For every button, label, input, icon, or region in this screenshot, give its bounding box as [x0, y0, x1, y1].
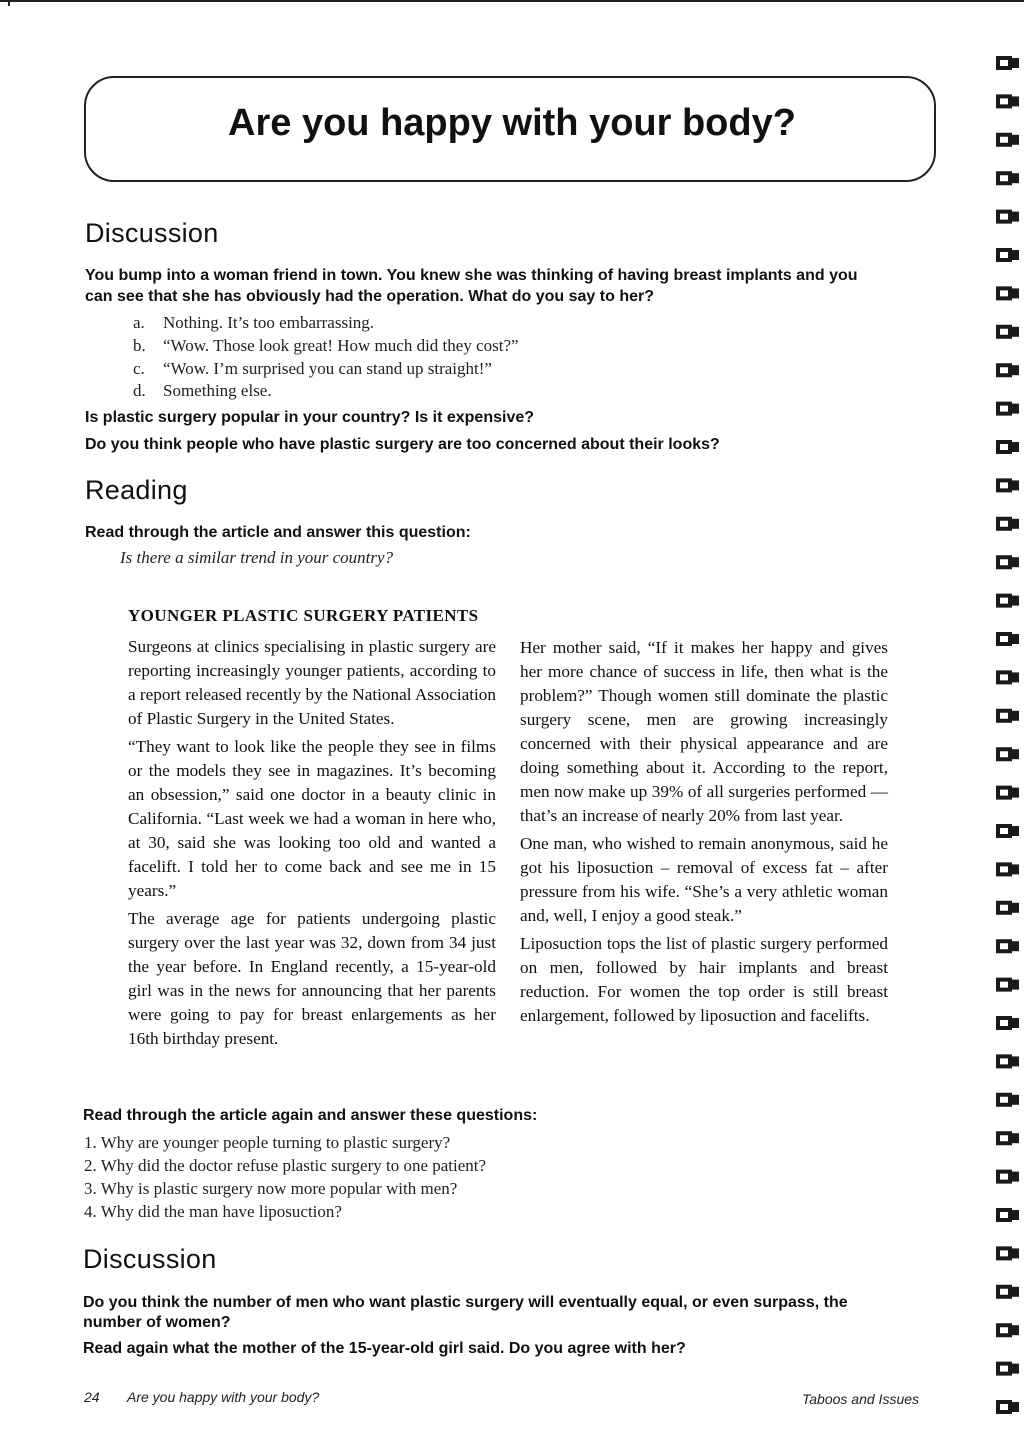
binding-ring: [996, 1054, 1019, 1068]
option-letter: d.: [133, 381, 146, 400]
binding-ring: [996, 786, 1019, 800]
binding-ring: [996, 1285, 1019, 1299]
discussion-question-2: Do you think people who have plastic surgery are too concerned about their looks?: [85, 436, 720, 453]
article-right-column: [520, 636, 888, 1032]
binding-ring: [996, 402, 1019, 416]
binding-ring: [996, 901, 1019, 915]
crop-mark: [0, 0, 10, 6]
option-letter: a.: [133, 313, 145, 332]
binding-ring: [996, 978, 1019, 992]
article-paragraph: One man, who wished to remain anonymous, said he got his liposuction – removal of excess fat – after pressure from his wife. “She’s a very athletic woman and, well, I enjoy a good steak.”: [520, 834, 888, 925]
reading-heading: Reading: [85, 475, 188, 505]
option-text: “Wow. Those look great! How much did they cost?”: [163, 336, 519, 355]
option-c: [133, 359, 492, 379]
binding-ring: [996, 632, 1019, 646]
binding-ring: [996, 1323, 1019, 1337]
footer-page-number: 24: [84, 1389, 100, 1405]
footer-section: Taboos and Issues: [802, 1391, 920, 1407]
option-d: [133, 381, 272, 401]
binding-ring: [996, 363, 1019, 377]
reading-question: Is there a similar trend in your country?: [120, 548, 394, 567]
binding-ring: [996, 1208, 1019, 1222]
binding-ring: [996, 478, 1019, 492]
binding-ring: [996, 594, 1019, 608]
binding-ring: [996, 248, 1019, 262]
reading-instruction: Read through the article and answer this question:: [85, 524, 471, 541]
option-letter: b.: [133, 336, 146, 355]
comprehension-question-1: 1. Why are younger people turning to plastic surgery?: [84, 1133, 451, 1152]
binding-ring: [996, 555, 1019, 569]
article-left-column: [128, 635, 496, 1055]
binding-ring: [996, 824, 1019, 838]
binding-ring: [996, 1400, 1019, 1414]
discussion2-question-1-line-2: number of women?: [83, 1314, 231, 1331]
binding-ring: [996, 171, 1019, 185]
binding-ring: [996, 94, 1019, 108]
binding-ring: [996, 1246, 1019, 1260]
binding-ring: [996, 939, 1019, 953]
top-border-line: [0, 0, 1024, 2]
comprehension-question-4: 4. Why did the man have liposuction?: [84, 1202, 342, 1221]
binding-ring: [996, 1093, 1019, 1107]
article-paragraph: “They want to look like the people they see in films or the models they see in magazines. It’s becoming an obsession,” said one doctor in a beauty clinic in California. “Last week we had a woman in here who, at 30, said she was looking too old and wanted a facelift. I told her to come back and see me in 15 years.”: [128, 737, 496, 900]
option-b: [133, 336, 519, 356]
page-title: Are you happy with your body?: [228, 102, 796, 144]
comprehension-question-3: 3. Why is plastic surgery now more popular with men?: [84, 1179, 458, 1198]
binding-ring: [996, 1131, 1019, 1145]
binding-ring: [996, 440, 1019, 454]
discussion-prompt-line-2: can see that she has obviously had the operation. What do you say to her?: [85, 288, 654, 305]
binding-ring: [996, 709, 1019, 723]
spiral-binding-icon: [992, 50, 1020, 1440]
option-letter: c.: [133, 359, 145, 378]
binding-ring: [996, 210, 1019, 224]
binding-ring: [996, 862, 1019, 876]
discussion2-question-2: Read again what the mother of the 15-year-old girl said. Do you agree with her?: [83, 1340, 686, 1357]
option-text: Nothing. It’s too embarrassing.: [163, 313, 375, 332]
binding-ring: [996, 286, 1019, 300]
binding-ring: [996, 517, 1019, 531]
article-paragraph: Liposuction tops the list of plastic surgery performed on men, followed by hair implants and breast reduction. For women the top order is still breast enlargement, followed by liposuction and facelifts.: [520, 934, 888, 1025]
option-a: [133, 313, 374, 333]
reading-instruction-2: Read through the article again and answer these questions:: [83, 1107, 538, 1124]
option-text: “Wow. I’m surprised you can stand up straight!”: [163, 359, 492, 378]
article-paragraph: Her mother said, “If it makes her happy and gives her more chance of success in life, then what is the problem?” Though women still dominate the plastic surgery scene, men are growing increasingly concerned with their physical appearance and are doing something about it. According to the report, men now make up 39% of all surgeries performed — that’s an increase of nearly 20% from last year.: [520, 638, 888, 825]
binding-ring: [996, 325, 1019, 339]
discussion-question-1: Is plastic surgery popular in your country? Is it expensive?: [85, 409, 535, 426]
binding-ring: [996, 133, 1019, 147]
article-paragraph: Surgeons at clinics specialising in plastic surgery are reporting increasingly younger patients, according to a report released recently by the National Association of Plastic Surgery in the United States.: [128, 637, 496, 728]
option-text: Something else.: [163, 381, 272, 400]
discussion-heading-2: Discussion: [83, 1244, 217, 1274]
comprehension-question-2: 2. Why did the doctor refuse plastic surgery to one patient?: [84, 1156, 487, 1175]
binding-ring: [996, 56, 1019, 70]
article-paragraph: The average age for patients undergoing plastic surgery over the last year was 32, down from 34 just the year before. In England recently, a 15-year-old girl was in the news for announcing that her parents were going to pay for breast enlargements as her 16th birthday present.: [128, 909, 496, 1048]
binding-ring: [996, 670, 1019, 684]
discussion-heading: Discussion: [85, 218, 219, 248]
binding-ring: [996, 1170, 1019, 1184]
binding-ring: [996, 1016, 1019, 1030]
binding-ring: [996, 747, 1019, 761]
footer-page-title: Are you happy with your body?: [127, 1389, 320, 1405]
discussion-prompt-line-1: You bump into a woman friend in town. You knew she was thinking of having breast implants and you: [85, 267, 858, 284]
binding-ring: [996, 1362, 1019, 1376]
article-title: YOUNGER PLASTIC SURGERY PATIENTS: [128, 606, 479, 625]
discussion2-question-1-line-1: Do you think the number of men who want plastic surgery will eventually equal, or even surpass, the: [83, 1294, 848, 1311]
